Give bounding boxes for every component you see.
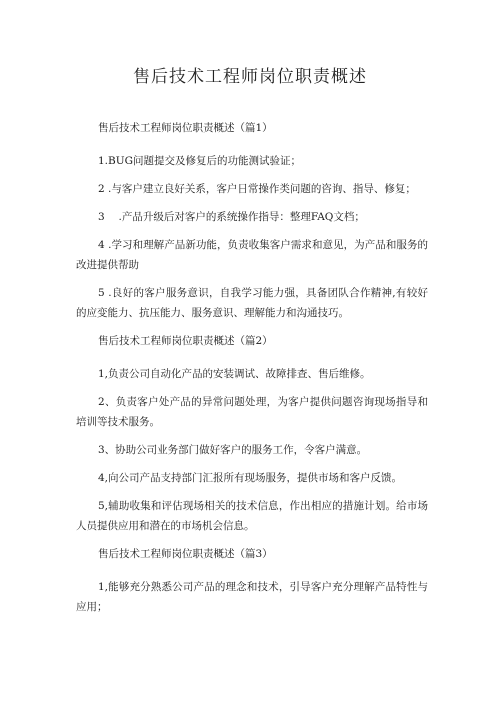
section-heading: 售后技术工程师岗位职责概述（篇2）: [98, 335, 273, 347]
list-item: 3、协助公司业务部门做好客户的服务工作，令客户满意。: [98, 444, 368, 456]
list-item: 1.BUG问题提交及修复后的功能测试验证；: [98, 155, 301, 167]
document-title: 售后技术工程师岗位职责概述: [133, 67, 367, 87]
list-item: 4 .学习和理解产品新功能，负责收集客户需求和意见，为产品和服务的改进提供帮助: [76, 239, 428, 271]
list-item: 5 .良好的客户服务意识，自我学习能力强，具备团队合作精神,有较好的应变能力、抗压能力、服务意识、理解能力和沟通技巧。: [76, 287, 428, 319]
section-heading: 售后技术工程师岗位职责概述（篇1）: [98, 122, 273, 134]
list-item: 2、负责客户处产品的异常问题处理，为客户提供问题咨询现场指导和培训等技术服务。: [76, 396, 428, 428]
list-item: 2 .与客户建立良好关系，客户日常操作类问题的咨询、指导、修复；: [98, 183, 416, 195]
list-item: 3 .产品升级后对客户的系统操作指导：整理FAQ文档；: [98, 211, 365, 223]
section-heading: 售后技术工程师岗位职责概述（篇3）: [98, 548, 273, 560]
list-item: 1,能够充分熟悉公司产品的理念和技术，引导客户充分理解产品特性与应用；: [76, 581, 428, 613]
list-item: 5,辅助收集和评估现场相关的技术信息，作出相应的措施计划。给市场人员提供应用和潜在的市场机会信息。: [76, 500, 428, 532]
list-item: 1,负责公司自动化产品的安装调试、故障排查、售后维修。: [98, 368, 371, 380]
list-item: 4,向公司产品支持部门汇报所有现场服务，提供市场和客户反馈。: [98, 472, 403, 484]
document-body: [76, 118, 428, 625]
